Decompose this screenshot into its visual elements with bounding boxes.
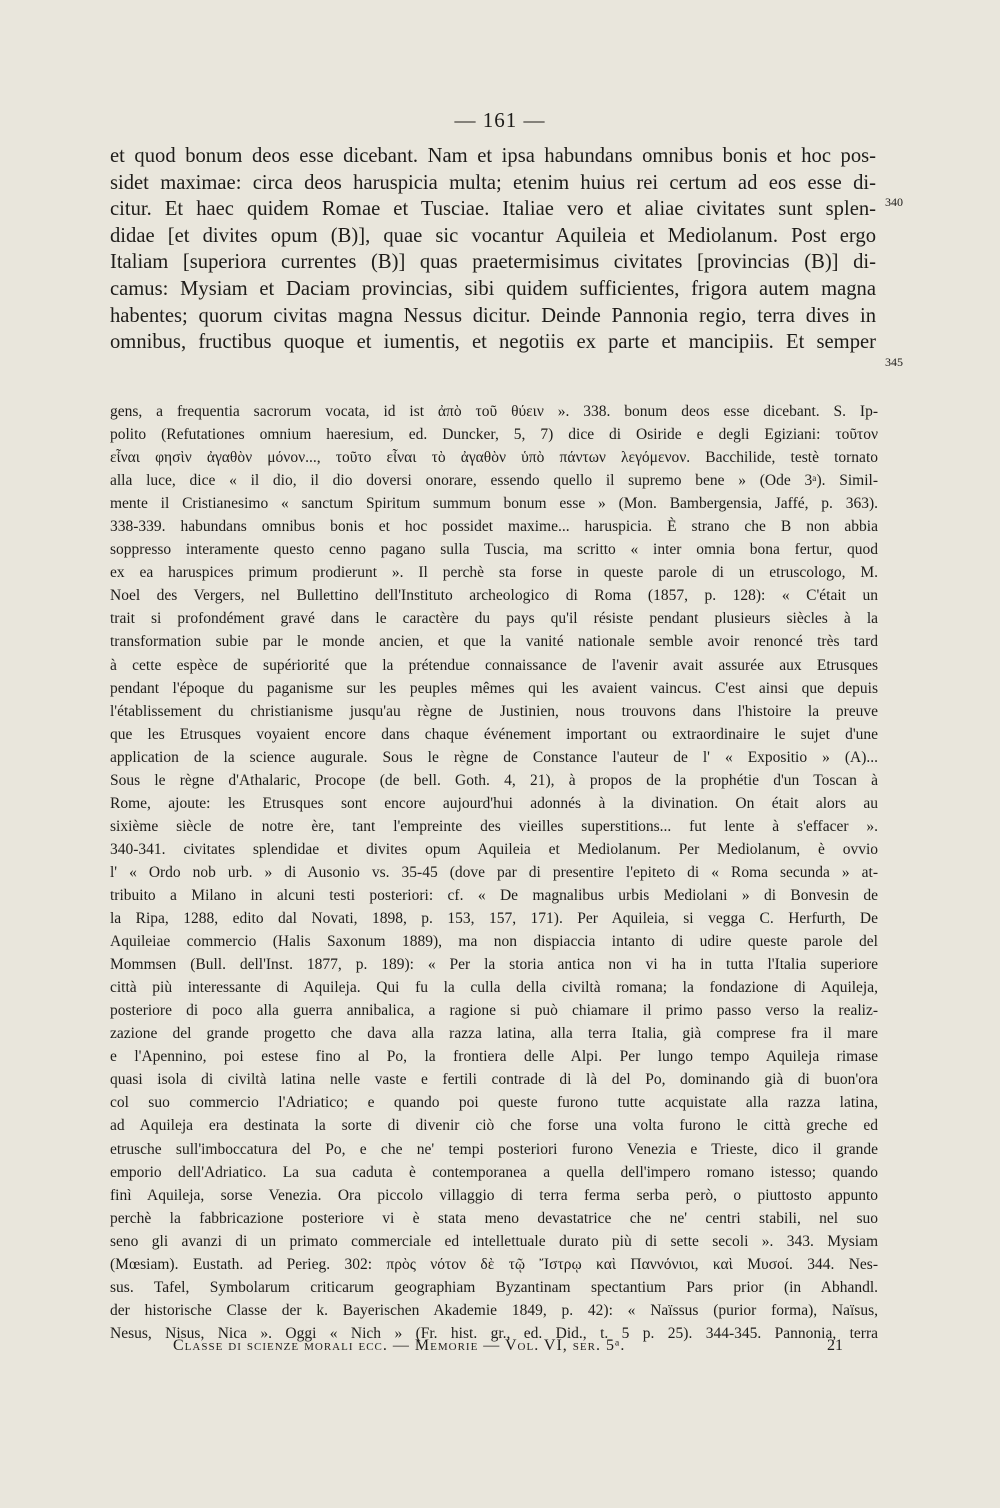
note-line: città più interessante di Aquileja. Qui fu la culla della civiltà romana; la fondazione di Aquileja, xyxy=(110,979,878,997)
note-line: finì Aquileja, sorse Venezia. Ora piccolo villaggio di terra ferma serba però, o piuttosto appunto xyxy=(110,1186,878,1204)
note-line: sixième siècle de notre ère, tant l'empreinte des vieilles superstitions... fut lente à s'effacer ». xyxy=(110,817,878,835)
main-text-line: et quod bonum deos esse dicebant. Nam et ipsa habundans omnibus bonis et hoc pos- xyxy=(110,145,876,167)
note-line: trait si profondément gravé dans le caractère du pays qu'il résiste pendant plusieurs siècles à la xyxy=(110,610,878,628)
note-line: emporio dell'Adriatico. La sua caduta è contemporanea a quella dell'impero romano istesso; quando xyxy=(110,1163,878,1181)
note-line: Noel des Vergers, nel Bullettino dell'Instituto archeologico di Roma (1857, p. 128): « C'était un xyxy=(110,587,878,605)
note-line: ex ea haruspices primum prodierunt ». Il perchè sta forse in queste parole di un etruscologo, M. xyxy=(110,564,878,582)
main-text-line: camus: Mysiam et Daciam provincias, sibi quidem sufficientes, frigora autem magna xyxy=(110,277,876,300)
note-line: zazione del grande progetto che dava alla razza latina, alla terra Italia, già comprese fra il mare xyxy=(110,1025,878,1043)
note-line: 340-341. civitates splendidae et divites opum Aquileia et Mediolanum. Per Mediolanum, è ovvio xyxy=(110,840,878,858)
note-line: l'établissement du christianisme jusqu'au règne de Justinien, nous trouvons dans l'histoire la preuve xyxy=(110,702,878,720)
footer-series-title: Classe di scienze morali ecc. — Memorie — Vol. VI, ser. 5ᵃ. xyxy=(173,1337,626,1354)
note-line: Mommsen (Bull. dell'Inst. 1877, p. 189): « Per la storia antica non vi ha in tutta l'Italia superiore xyxy=(110,956,878,974)
note-line: transformation subie par le monde ancien, et que la vanité nationale semble avoir renoncé très tard xyxy=(110,633,878,651)
main-text-line: Italiam [superiora currentes (B)] quas praetermisimus civitates [provincias (B)] di- xyxy=(110,251,876,274)
note-line: à cette espèce de supériorité que la prétendue connaissance de l'avenir avait assurée aux Etrusques xyxy=(110,656,878,674)
note-line: ad Aquileja era destinata la sorte di divenir ciò che forse una volta furono le città greche ed xyxy=(110,1117,878,1135)
note-line: pendant l'époque du paganisme sur les peuples mêmes qui les avaient vaincus. C'est ainsi que depuis xyxy=(110,679,878,697)
note-line: Nesus, Nisus, Nica ». Oggi « Nich » (Fr. hist. gr., ed. Did., t. 5 p. 25). 344-345. Pannonia, terra xyxy=(110,1324,878,1342)
note-line: mente il Cristianesimo « sanctum Spiritum summum bonum esse » (Mon. Bambergensia, Jaffé, p. 363). xyxy=(110,495,878,513)
note-line: polito (Refutationes omnium haeresium, ed. Duncker, 5, 7) dice di Osiride e degli Egiziani: τοῦτον xyxy=(110,426,878,444)
note-line: perchè la fabbricazione posteriore vi è stata meno devastatrice che ne' centri stabili, nel suo xyxy=(110,1209,878,1227)
note-line: posteriore di poco alla guerra annibalica, a ragione si può chiamare il primo passo verso la realiz- xyxy=(110,1002,878,1020)
note-line: Aquileiae commercio (Halis Saxonum 1889), ma non dispiaccia intanto di udire queste parole del xyxy=(110,933,878,951)
line-number-345: 345 xyxy=(885,355,903,369)
note-line: seno gli avanzi di un primato commerciale ed intellettuale durato più di sette secoli ». 343. Mysiam xyxy=(110,1232,878,1250)
note-line: l' « Ordo nob urb. » di Ausonio vs. 35-45 (dove par di presentire l'epiteto di « Roma secunda » at- xyxy=(110,863,878,881)
page-number: — 161 — xyxy=(454,108,546,132)
note-line: εἶναι φησὶν ἀγαθὸν μόνον..., τοῦτο εἶναι τὸ ἀγαθὸν ὑπὸ πάντων λεγόμενον. Bacchilide, testè tornato xyxy=(110,449,878,467)
note-line: etrusche sull'imboccatura del Po, e che ne' tempi posteriori furono Venezia e Trieste, dico il grande xyxy=(110,1140,878,1158)
line-number-340: 340 xyxy=(885,195,903,209)
note-line: Sous le règne d'Athalaric, Procope (de bell. Goth. 4, 21), à propos de la prophétie d'un Toscan à xyxy=(110,771,878,789)
note-line: sus. Tafel, Symbolarum criticarum geographiam Byzantinam spectantium Pars prior (in Abhandl. xyxy=(110,1278,878,1296)
note-line: application de la science augurale. Sous le règne de Constance l'auteur de l' « Expositio » (A)... xyxy=(110,748,878,766)
main-text-line: didae [et divites opum (B)], quae sic vocantur Aquileia et Mediolanum. Post ergo xyxy=(110,224,876,247)
note-line: quasi isola di civiltà latina nelle vaste e fertili contrade di là del Po, dominando già di buon'ora xyxy=(110,1071,878,1089)
note-line: que les Etrusques voyaient encore dans chaque événement important ou extraordinaire le sujet d'une xyxy=(110,725,878,743)
main-text-line: habentes; quorum civitas magna Nessus dicitur. Deinde Pannonia regio, terra dives in xyxy=(110,304,876,327)
main-text-line: omnibus, fructibus quoque et iumentis, et negotiis ex parte et mancipiis. Et semper xyxy=(110,331,876,354)
note-line: col suo commercio l'Adriatico; e quando poi queste furono tutte acquistate alla razza latina, xyxy=(110,1094,878,1112)
note-line: der historische Classe der k. Bayerischen Akademie 1849, p. 42): « Naïssus (purior forma), Naïsus, xyxy=(110,1301,878,1319)
note-line: soppresso interamente questo cenno pagano sulla Tuscia, ma scritto « inter omnia bona fertur, quod xyxy=(110,541,878,559)
note-line: (Mœsiam). Eustath. ad Perieg. 302: πρὸς νότον δὲ τῷ Ἴστρῳ καὶ Παννόνιοι, καὶ Μυσοί. 344. Nes- xyxy=(110,1255,878,1273)
note-line: gens, a frequentia sacrorum vocata, id ist ἀπὸ τοῦ θύειν ». 338. bonum deos esse dicebant. S. Ip- xyxy=(110,403,878,420)
main-text-line: sidet maximae: circa deos haruspicia multa; etenim huius rei certum ad eos esse di- xyxy=(110,171,876,194)
note-line: alla luce, dice « il dio, il dio doversi onorare, essendo quello il supremo bene » (Ode 3ᵃ). Simil- xyxy=(110,472,878,490)
footer-signature-number: 21 xyxy=(827,1337,843,1354)
page-footer xyxy=(173,1337,843,1355)
commentary-notes xyxy=(110,400,878,1345)
note-line: e l'Apennino, poi estese fino al Po, la frontiera delle Alpi. Per lungo tempo Aquileja rimase xyxy=(110,1048,878,1066)
main-text-block xyxy=(110,143,876,356)
note-line: tribuito a Milano in alcuni testi posteriori: cf. « De magnalibus urbis Mediolani » di Bonvesin de xyxy=(110,886,878,904)
main-text-line: citur. Et haec quidem Romae et Tusciae. Italiae vero et aliae civitates sunt splen- xyxy=(110,198,876,221)
note-line: 338-339. habundans omnibus bonis et hoc possidet maxime... haruspicia. È strano che B non abbia xyxy=(110,518,878,536)
note-line: Rome, ajoute: les Etrusques sont encore aujourd'hui adonnés à la divination. On était alors au xyxy=(110,794,878,812)
note-line: la Ripa, 1288, edito dal Novati, 1898, p. 153, 157, 171). Per Aquileia, si vegga C. Herfurth, De xyxy=(110,910,878,928)
